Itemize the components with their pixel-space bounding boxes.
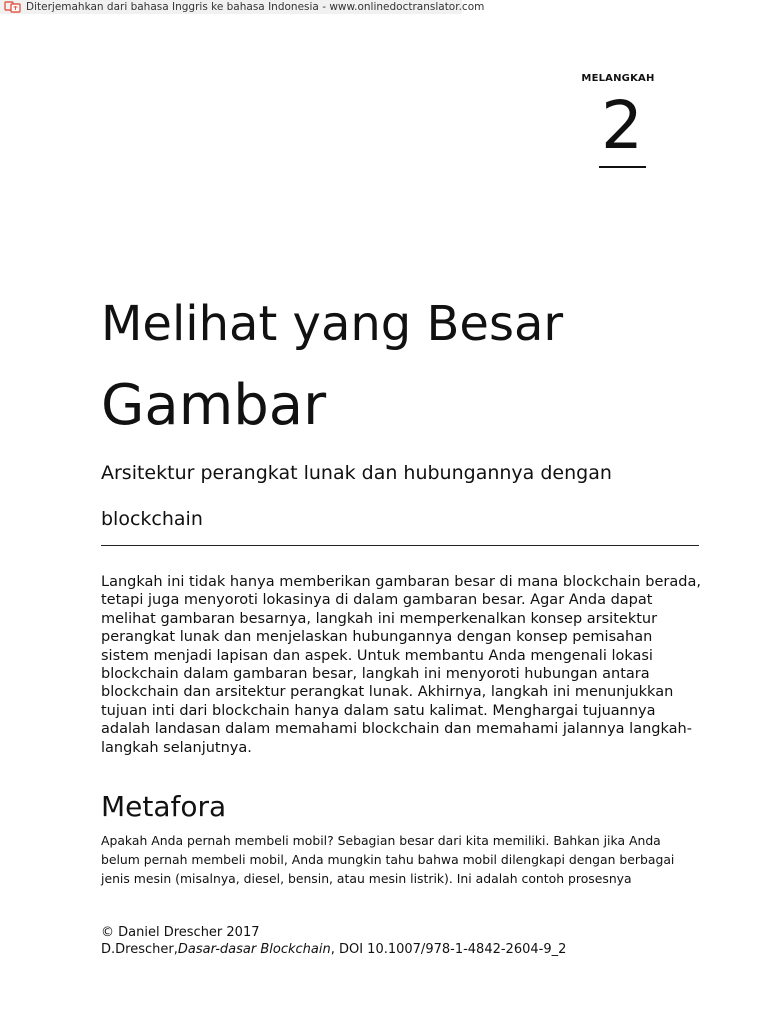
citation [101,942,566,958]
banner-text[interactable]: Diterjemahkan dari bahasa Inggris ke bahasa Indonesia - www.onlinedoctranslator.com [26,1,485,13]
chapter-subtitle-line-2: blockchain [101,508,203,530]
subtitle-divider [101,545,699,546]
citation-doi: , DOI 10.1007/978-1-4842-2604-9_2 [330,942,567,957]
citation-prefix: D.Drescher, [101,942,178,957]
chapter-title-line-1: Melihat yang Besar [101,296,564,352]
translator-banner[interactable] [0,0,485,14]
chapter-subtitle-line-1: Arsitektur perangkat lunak dan hubungannya dengan [101,462,612,484]
chapter-number-underline [599,166,646,168]
copyright-notice: © Daniel Drescher 2017 [101,925,260,940]
translate-icon [4,1,22,13]
citation-book-title: Dasar-dasar Blockchain [177,942,331,957]
intro-paragraph: Langkah ini tidak hanya memberikan gambaran besar di mana blockchain berada, tetapi juga menyoroti lokasinya di dalam gambaran besar. Agar Anda dapat melihat gambaran besarnya, langkah ini memperkenalkan konsep arsitektur perangkat lunak dan menjelaskan hubungannya dengan konsep pemisahan sistem menjadi lapisan dan aspek. Untuk membantu Anda mengenali lokasi blockchain dalam gambaran besar, langkah ini menyoroti hubungan antara blockchain dan arsitektur perangkat lunak. Akhirnya, langkah ini menunjukkan tujuan inti dari blockchain hanya dalam satu kalimat. Menghargai tujuannya adalah landasan dalam memahami blockchain dan memahami jalannya langkah-langkah selanjutnya. [101,574,701,756]
section-heading: Metafora [101,790,227,823]
section-paragraph: Apakah Anda pernah membeli mobil? Sebagian besar dari kita memiliki. Bahkan jika Anda belum pernah membeli mobil, Anda mungkin tahu bahwa mobil dilengkapi dengan berbagai jenis mesin (misalnya, diesel, bensin, atau mesin listrik). Ini adalah contoh prosesnya [101,833,675,886]
chapter-label: MELANGKAH [581,73,655,84]
chapter-number: 2 [601,87,643,164]
chapter-title-line-2: Gambar [101,373,327,438]
